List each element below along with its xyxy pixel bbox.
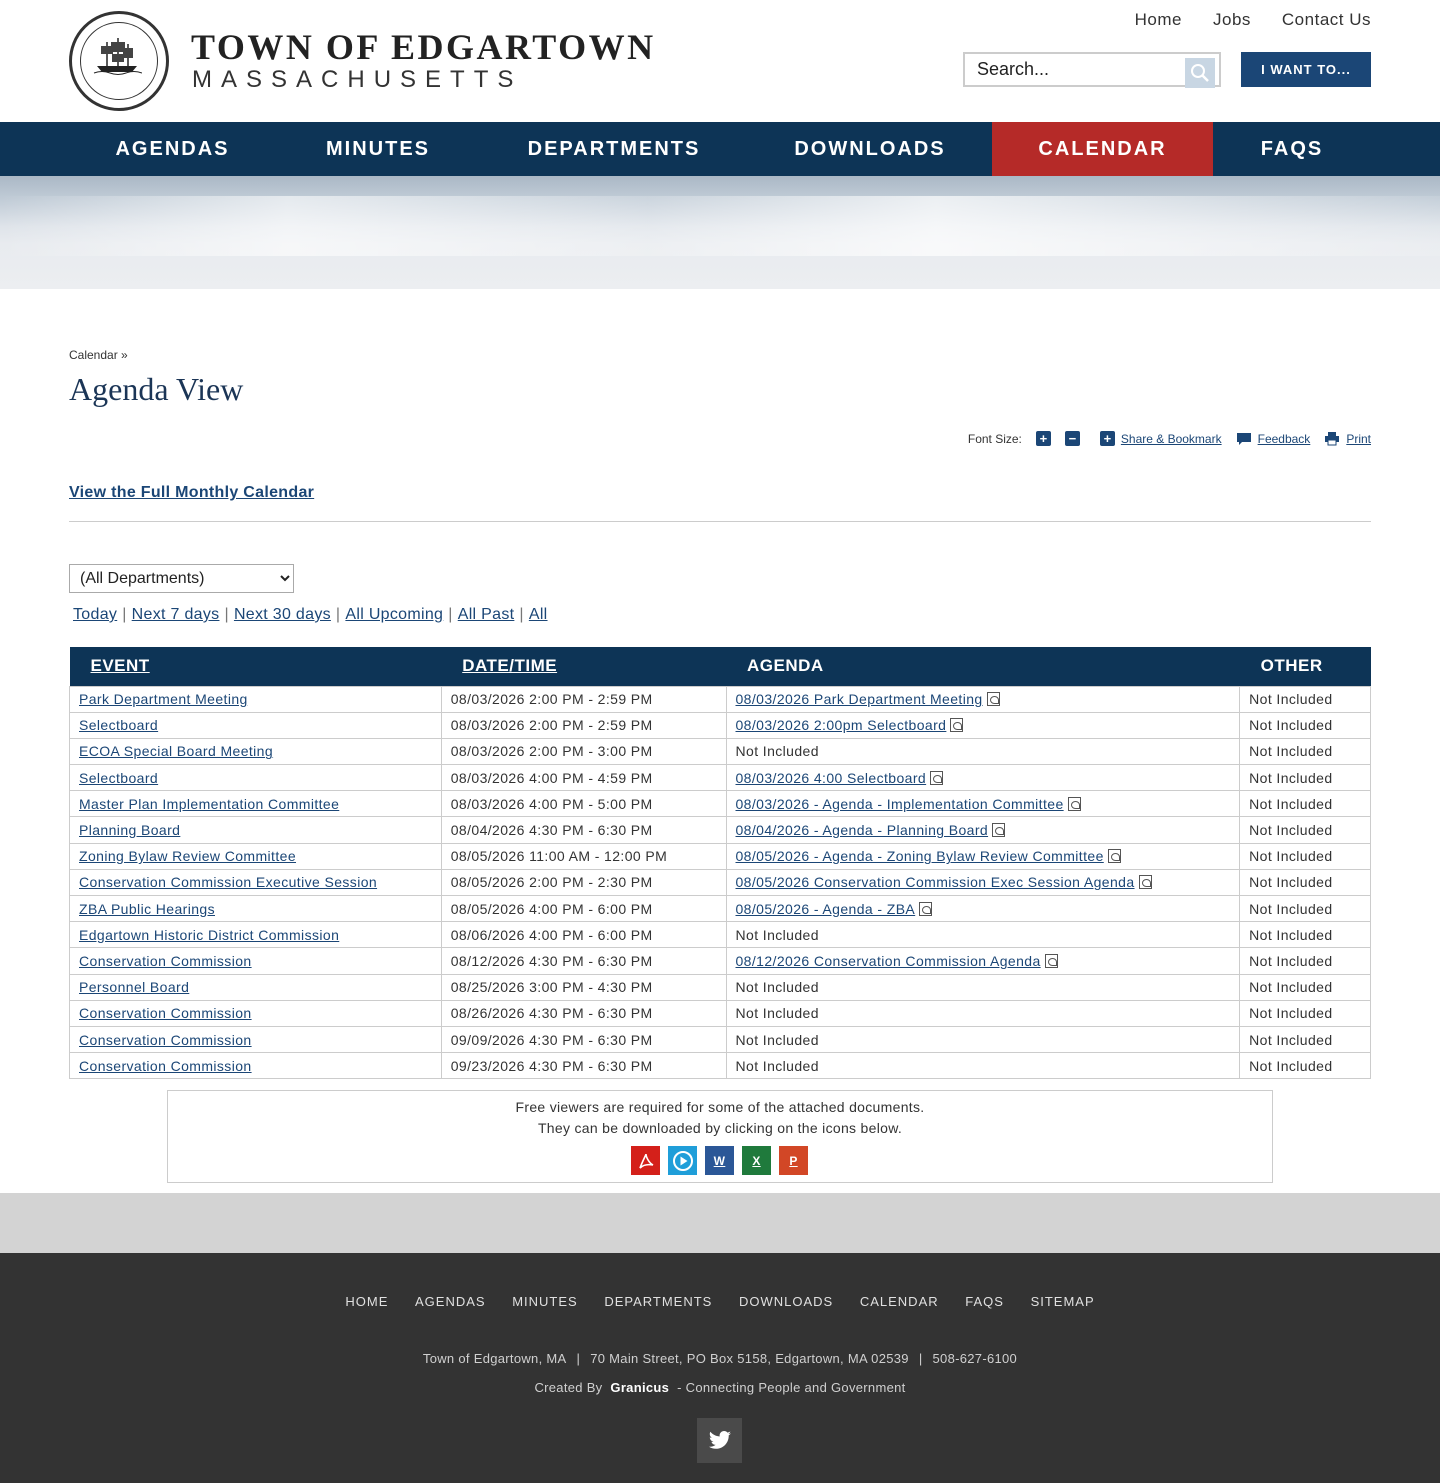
event-link[interactable]: Conservation Commission: [79, 1005, 252, 1022]
top-link-contact-us[interactable]: Contact Us: [1281, 10, 1371, 29]
cell-agenda: [726, 843, 1240, 869]
agenda-link[interactable]: 08/04/2026 - Agenda - Planning Board: [735, 822, 989, 839]
search-icon: [1185, 58, 1215, 88]
cell-event: [70, 869, 442, 895]
media-player-icon[interactable]: [668, 1146, 697, 1175]
table-row: [70, 1000, 1371, 1026]
page-title: Agenda View: [69, 371, 244, 407]
cell-event: [70, 922, 442, 948]
cell-other: Not Included: [1240, 896, 1371, 922]
cell-agenda: Not Included: [726, 738, 1240, 764]
sort-datetime-link[interactable]: DATE/TIME: [462, 656, 558, 676]
hero-banner: [0, 176, 1440, 289]
event-link[interactable]: Conservation Commission Executive Session: [79, 874, 378, 891]
filter-next-7-days[interactable]: Next 7 days: [131, 606, 220, 623]
excel-viewer-icon[interactable]: X: [742, 1146, 771, 1175]
share-icon[interactable]: +: [1100, 431, 1115, 446]
table-row: [70, 765, 1371, 791]
event-link[interactable]: Zoning Bylaw Review Committee: [79, 848, 297, 865]
cell-datetime: 08/05/2026 4:00 PM - 6:00 PM: [441, 896, 726, 922]
table-row: [70, 896, 1371, 922]
table-row: [70, 1026, 1371, 1052]
event-link[interactable]: Selectboard: [79, 717, 159, 734]
top-link-home[interactable]: Home: [1134, 10, 1182, 29]
pdf-reader-icon[interactable]: [631, 1146, 660, 1175]
footer-top-band: [0, 1193, 1440, 1253]
filter-all[interactable]: All: [528, 606, 548, 623]
footer-link-sitemap[interactable]: SITEMAP: [1030, 1294, 1095, 1309]
cell-agenda: [726, 948, 1240, 974]
cell-event: [70, 738, 442, 764]
footer-town-name: Town of Edgartown, MA: [422, 1351, 567, 1366]
top-link-jobs[interactable]: Jobs: [1212, 10, 1251, 29]
cell-other: Not Included: [1240, 974, 1371, 1000]
credit-prefix: Created By: [534, 1380, 603, 1395]
cell-event: [70, 1026, 442, 1052]
cell-other: Not Included: [1240, 948, 1371, 974]
ship-icon: [92, 36, 142, 76]
footer-phone[interactable]: 508-627-6100: [932, 1351, 1018, 1366]
agenda-link[interactable]: 08/05/2026 Conservation Commission Exec Session Agenda: [735, 874, 1135, 891]
cell-other: Not Included: [1240, 712, 1371, 738]
table-row: [70, 686, 1371, 712]
town-seal-logo[interactable]: [69, 11, 169, 111]
site-subtitle: MASSACHUSETTS: [192, 66, 523, 93]
cell-agenda: Not Included: [726, 922, 1240, 948]
cell-other: Not Included: [1240, 1053, 1371, 1079]
pdf-icon[interactable]: [1045, 954, 1058, 968]
cell-agenda: [726, 712, 1240, 738]
cell-agenda: [726, 817, 1240, 843]
cell-datetime: 08/03/2026 4:00 PM - 5:00 PM: [441, 791, 726, 817]
pdf-icon[interactable]: [987, 692, 1000, 706]
table-row: [70, 974, 1371, 1000]
site-footer: [0, 1253, 1440, 1483]
event-link[interactable]: Park Department Meeting: [79, 691, 248, 708]
full-monthly-calendar-link[interactable]: View the Full Monthly Calendar: [69, 484, 315, 501]
filter-all-past[interactable]: All Past: [457, 606, 515, 623]
site-header: [0, 0, 1440, 122]
nav-faqs[interactable]: FAQS: [1260, 138, 1324, 160]
cell-datetime: 08/03/2026 2:00 PM - 2:59 PM: [441, 712, 726, 738]
column-header-other: OTHER: [1240, 647, 1371, 686]
pdf-icon[interactable]: [930, 771, 943, 785]
event-link[interactable]: ZBA Public Hearings: [79, 900, 215, 917]
cell-other: Not Included: [1240, 1026, 1371, 1052]
filter-next-30-days[interactable]: Next 30 days: [233, 606, 331, 623]
event-link[interactable]: Personnel Board: [79, 979, 190, 996]
cell-event: [70, 686, 442, 712]
cell-event: [70, 817, 442, 843]
pdf-icon[interactable]: [992, 823, 1005, 837]
cell-other: Not Included: [1240, 738, 1371, 764]
pdf-icon[interactable]: [1108, 849, 1121, 863]
table-row: [70, 712, 1371, 738]
footer-link-faqs[interactable]: FAQS: [965, 1294, 1004, 1309]
site-title[interactable]: TOWN OF EDGARTOWN: [191, 27, 656, 67]
cell-event: [70, 1053, 442, 1079]
footer-address: Town of Edgartown, MA | 70 Main Street, PO Box 5158, Edgartown, MA 02539 | 508-627-6100: [422, 1351, 1018, 1366]
cell-datetime: 08/05/2026 11:00 AM - 12:00 PM: [441, 843, 726, 869]
footer-credit: [0, 1380, 1440, 1395]
viewer-icons: [631, 1146, 808, 1175]
table-row: [70, 948, 1371, 974]
share-bookmark-link[interactable]: Share & Bookmark: [1120, 431, 1222, 446]
cell-datetime: 08/04/2026 4:30 PM - 6:30 PM: [441, 817, 726, 843]
free-viewers-box: [167, 1090, 1273, 1183]
nav-calendar[interactable]: CALENDAR: [992, 122, 1213, 176]
pdf-icon[interactable]: [919, 902, 932, 916]
cell-other: Not Included: [1240, 843, 1371, 869]
cell-event: [70, 974, 442, 1000]
cell-event: [70, 843, 442, 869]
search-box: [963, 52, 1221, 87]
filter-separator: |: [335, 606, 341, 623]
column-header-event[interactable]: [70, 647, 442, 686]
filter-separator: |: [122, 606, 127, 623]
cell-other: Not Included: [1240, 869, 1371, 895]
granicus-link[interactable]: Granicus: [610, 1380, 670, 1395]
top-links: [1135, 10, 1371, 30]
cell-other: Not Included: [1240, 791, 1371, 817]
footer-link-minutes[interactable]: MINUTES: [512, 1294, 578, 1309]
table-row: [70, 1053, 1371, 1079]
twitter-link[interactable]: [697, 1418, 742, 1463]
cell-agenda: [726, 765, 1240, 791]
cell-datetime: 08/05/2026 2:00 PM - 2:30 PM: [441, 869, 726, 895]
filter-separator: |: [448, 606, 453, 623]
breadcrumb[interactable]: Calendar »: [69, 348, 128, 362]
cell-datetime: 08/03/2026 2:00 PM - 3:00 PM: [441, 738, 726, 764]
print-link[interactable]: Print: [1346, 431, 1371, 446]
nav-downloads[interactable]: DOWNLOADS: [794, 138, 946, 160]
table-row: [70, 817, 1371, 843]
search-button[interactable]: [1185, 58, 1215, 88]
nav-agendas[interactable]: AGENDAS: [115, 138, 230, 160]
events-table: [69, 647, 1371, 1079]
agenda-link[interactable]: 08/05/2026 - Agenda - ZBA: [735, 900, 916, 917]
date-filters: [73, 606, 548, 624]
cell-agenda: Not Included: [726, 974, 1240, 1000]
column-header-datetime[interactable]: [441, 647, 726, 686]
i-want-to-button[interactable]: I WANT TO...: [1241, 52, 1371, 87]
feedback-icon[interactable]: [1236, 432, 1252, 446]
cell-other: Not Included: [1240, 765, 1371, 791]
cell-agenda: Not Included: [726, 1026, 1240, 1052]
table-row: [70, 738, 1371, 764]
divider: [69, 521, 1371, 522]
table-header-row: [70, 647, 1371, 686]
search-input[interactable]: [965, 54, 1183, 85]
main-nav: [0, 122, 1440, 176]
event-link[interactable]: Planning Board: [79, 822, 181, 839]
cell-event: [70, 712, 442, 738]
viewers-text-line2: They can be downloaded by clicking on the icons below.: [537, 1120, 903, 1136]
footer-street-address: 70 Main Street, PO Box 5158, Edgartown, MA 02539: [590, 1351, 909, 1366]
event-link[interactable]: Selectboard: [79, 769, 159, 786]
event-link[interactable]: Conservation Commission: [79, 952, 252, 969]
cell-event: [70, 896, 442, 922]
footer-link-departments[interactable]: DEPARTMENTS: [604, 1294, 713, 1309]
footer-link-calendar[interactable]: CALENDAR: [859, 1294, 939, 1309]
cell-agenda: Not Included: [726, 1053, 1240, 1079]
pdf-icon[interactable]: [1068, 797, 1081, 811]
cell-other: Not Included: [1240, 922, 1371, 948]
cell-datetime: 09/09/2026 4:30 PM - 6:30 PM: [441, 1026, 726, 1052]
cell-other: Not Included: [1240, 686, 1371, 712]
cell-event: [70, 765, 442, 791]
table-row: [70, 843, 1371, 869]
agenda-link[interactable]: 08/03/2026 - Agenda - Implementation Committee: [735, 795, 1064, 812]
word-viewer-icon[interactable]: W: [705, 1146, 734, 1175]
event-link[interactable]: Master Plan Implementation Committee: [79, 795, 340, 812]
cell-other: Not Included: [1240, 1000, 1371, 1026]
print-icon[interactable]: [1324, 431, 1340, 446]
cell-agenda: [726, 791, 1240, 817]
table-row: [70, 869, 1371, 895]
filter-separator: |: [224, 606, 229, 623]
footer-nav: [0, 1294, 1440, 1309]
cell-datetime: 08/06/2026 4:00 PM - 6:00 PM: [441, 922, 726, 948]
font-decrease-button[interactable]: −: [1065, 431, 1080, 446]
cell-datetime: 08/25/2026 3:00 PM - 4:30 PM: [441, 974, 726, 1000]
agenda-link[interactable]: 08/03/2026 2:00pm Selectboard: [735, 717, 947, 734]
cell-agenda: [726, 686, 1240, 712]
event-link[interactable]: Edgartown Historic District Commission: [79, 926, 340, 943]
footer-link-downloads[interactable]: DOWNLOADS: [738, 1294, 834, 1309]
event-link[interactable]: Conservation Commission: [79, 1057, 252, 1074]
pdf-icon[interactable]: [1139, 875, 1152, 889]
agenda-link[interactable]: 08/12/2026 Conservation Commission Agenda: [735, 952, 1041, 969]
sort-event-link[interactable]: EVENT: [90, 656, 150, 676]
cell-datetime: 08/26/2026 4:30 PM - 6:30 PM: [441, 1000, 726, 1026]
column-header-agenda: AGENDA: [726, 647, 1240, 686]
cell-other: Not Included: [1240, 817, 1371, 843]
cell-event: [70, 791, 442, 817]
nav-minutes[interactable]: MINUTES: [326, 138, 430, 160]
page-tools: [968, 431, 1371, 446]
pdf-icon[interactable]: [950, 718, 963, 732]
table-row: [70, 922, 1371, 948]
cell-agenda: [726, 896, 1240, 922]
banner-wave: [0, 196, 1440, 256]
nav-departments[interactable]: DEPARTMENTS: [527, 138, 701, 160]
event-link[interactable]: ECOA Special Board Meeting: [79, 743, 274, 760]
cell-agenda: [726, 869, 1240, 895]
viewers-text-line1: Free viewers are required for some of the attached documents.: [515, 1099, 925, 1115]
cell-datetime: 08/03/2026 4:00 PM - 4:59 PM: [441, 765, 726, 791]
cell-event: [70, 948, 442, 974]
font-size-label: Font Size:: [967, 431, 1022, 446]
credit-suffix: - Connecting People and Government: [677, 1380, 906, 1395]
agenda-link[interactable]: 08/05/2026 - Agenda - Zoning Bylaw Review Committee: [735, 848, 1104, 865]
footer-link-home[interactable]: HOME: [345, 1294, 389, 1309]
cell-agenda: Not Included: [726, 1000, 1240, 1026]
font-increase-button[interactable]: +: [1036, 431, 1051, 446]
cell-datetime: 08/03/2026 2:00 PM - 2:59 PM: [441, 686, 726, 712]
agenda-link[interactable]: 08/03/2026 4:00 Selectboard: [735, 769, 927, 786]
twitter-icon: [708, 1431, 732, 1451]
event-link[interactable]: Conservation Commission: [79, 1031, 252, 1048]
department-select[interactable]: [69, 564, 294, 593]
filter-separator: |: [519, 606, 524, 623]
filter-today[interactable]: Today: [73, 606, 118, 623]
filter-all-upcoming[interactable]: All Upcoming: [345, 606, 444, 623]
feedback-link[interactable]: Feedback: [1257, 431, 1311, 446]
cell-datetime: 09/23/2026 4:30 PM - 6:30 PM: [441, 1053, 726, 1079]
agenda-link[interactable]: 08/03/2026 Park Department Meeting: [735, 691, 983, 708]
table-row: [70, 791, 1371, 817]
footer-link-agendas[interactable]: AGENDAS: [414, 1294, 486, 1309]
cell-datetime: 08/12/2026 4:30 PM - 6:30 PM: [441, 948, 726, 974]
events-table-body: [70, 686, 1371, 1079]
cell-event: [70, 1000, 442, 1026]
powerpoint-viewer-icon[interactable]: P: [779, 1146, 808, 1175]
